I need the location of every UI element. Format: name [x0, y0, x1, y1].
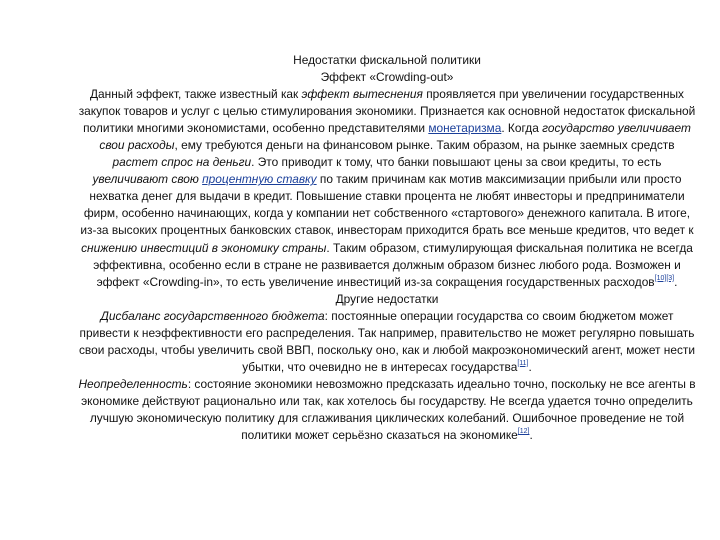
link-monetarism[interactable]: монетаризма: [428, 121, 502, 136]
text-run: по таким причинам как мотив максимизации прибыли или просто нехватка денег для выдачи в кредит. Повышение ставки процента не любят инвесторы и предприниматели фирм, особенно начинающих, когда у компании нет собственного «стартового» денежного капитала. В итоге, из-за высоких процентных банковских ставок, инвесторам приходится брать все меньше кредитов, что ведет к: [80, 172, 694, 238]
footnote-ref-12[interactable]: [12]: [517, 428, 530, 436]
italic-term: растет спрос на деньги: [112, 155, 252, 170]
text-run: . Это приводит к тому, что банки повышают цены за свои кредиты, то есть: [251, 155, 662, 170]
text-run: . Когда: [501, 121, 543, 136]
footnote-ref-3[interactable]: [3]: [666, 274, 675, 282]
footnote-refs: [655, 275, 674, 282]
document-heading: Недостатки фискальной политики: [293, 53, 481, 67]
text-run: .: [529, 428, 533, 443]
italic-term: Дисбаланс государственного бюджета: [100, 308, 325, 323]
text-run: , ему требуются деньги на финансовом рынке. Таким образом, на рынке заемных средств: [174, 138, 675, 153]
budget-imbalance-paragraph: [78, 308, 696, 376]
text-run: .: [674, 274, 678, 289]
text-run: проявляется при увеличении государственных закупок товаров и услуг с целью стимулирования экономики. Признается как основной недостаток фискальной политики многими экономистами, особенно представителями: [78, 87, 696, 136]
text-run: : состояние экономики невозможно предсказать идеально точно, поскольку не все агенты в экономике действуют рационально или так, как хотелось бы государству. Не всегда удается точно определить лучшую экономическую политику для сглаживания циклических колебаний. Ошибочное проведение не той политики может серьёзно сказаться на экономике: [81, 376, 696, 443]
italic-term: Неопределенность: [78, 376, 188, 391]
document-body: [78, 52, 696, 444]
effect-subheading: Эффект «Crowding-out»: [320, 70, 454, 85]
link-interest-rate-text: процентную ставку: [202, 172, 317, 187]
italic-term: эффект вытеснения: [301, 87, 423, 102]
italic-term: увеличивают свою: [92, 172, 199, 187]
crowding-out-paragraph: [78, 86, 696, 291]
footnote-refs: [517, 360, 528, 367]
italic-term: государство увеличивает свои расходы: [99, 121, 691, 153]
footnote-ref-10[interactable]: [10]: [654, 274, 667, 282]
footnote-refs: [518, 428, 530, 435]
other-drawbacks-heading: Другие недостатки: [335, 291, 439, 306]
text-run: . Таким образом, стимулирующая фискальная политика не всегда эффективна, особенно если в стране не развивается должным образом бизнес любого рода. Возможен и эффект «Crowding-in», то есть увеличение инвестиций из-за сокращения государственных расходов: [93, 240, 693, 289]
text-run: .: [528, 359, 532, 374]
footnote-ref-11[interactable]: [11]: [517, 359, 529, 367]
text-run: Данный эффект, также известный как: [90, 87, 302, 102]
link-interest-rate[interactable]: [202, 172, 316, 186]
uncertainty-paragraph: [78, 376, 696, 444]
italic-term: снижению инвестиций в экономику страны: [81, 240, 327, 255]
text-run: : постоянные операции государства со своим бюджетом может привести к неэффективности его распределения. Так например, правительство не может регулярно повышать свои расходы, чтобы увеличить свой ВВП, поскольку оно, как и любой макроэкономический агент, может нести убытки, что очевидно не в интересах государства: [78, 308, 696, 374]
